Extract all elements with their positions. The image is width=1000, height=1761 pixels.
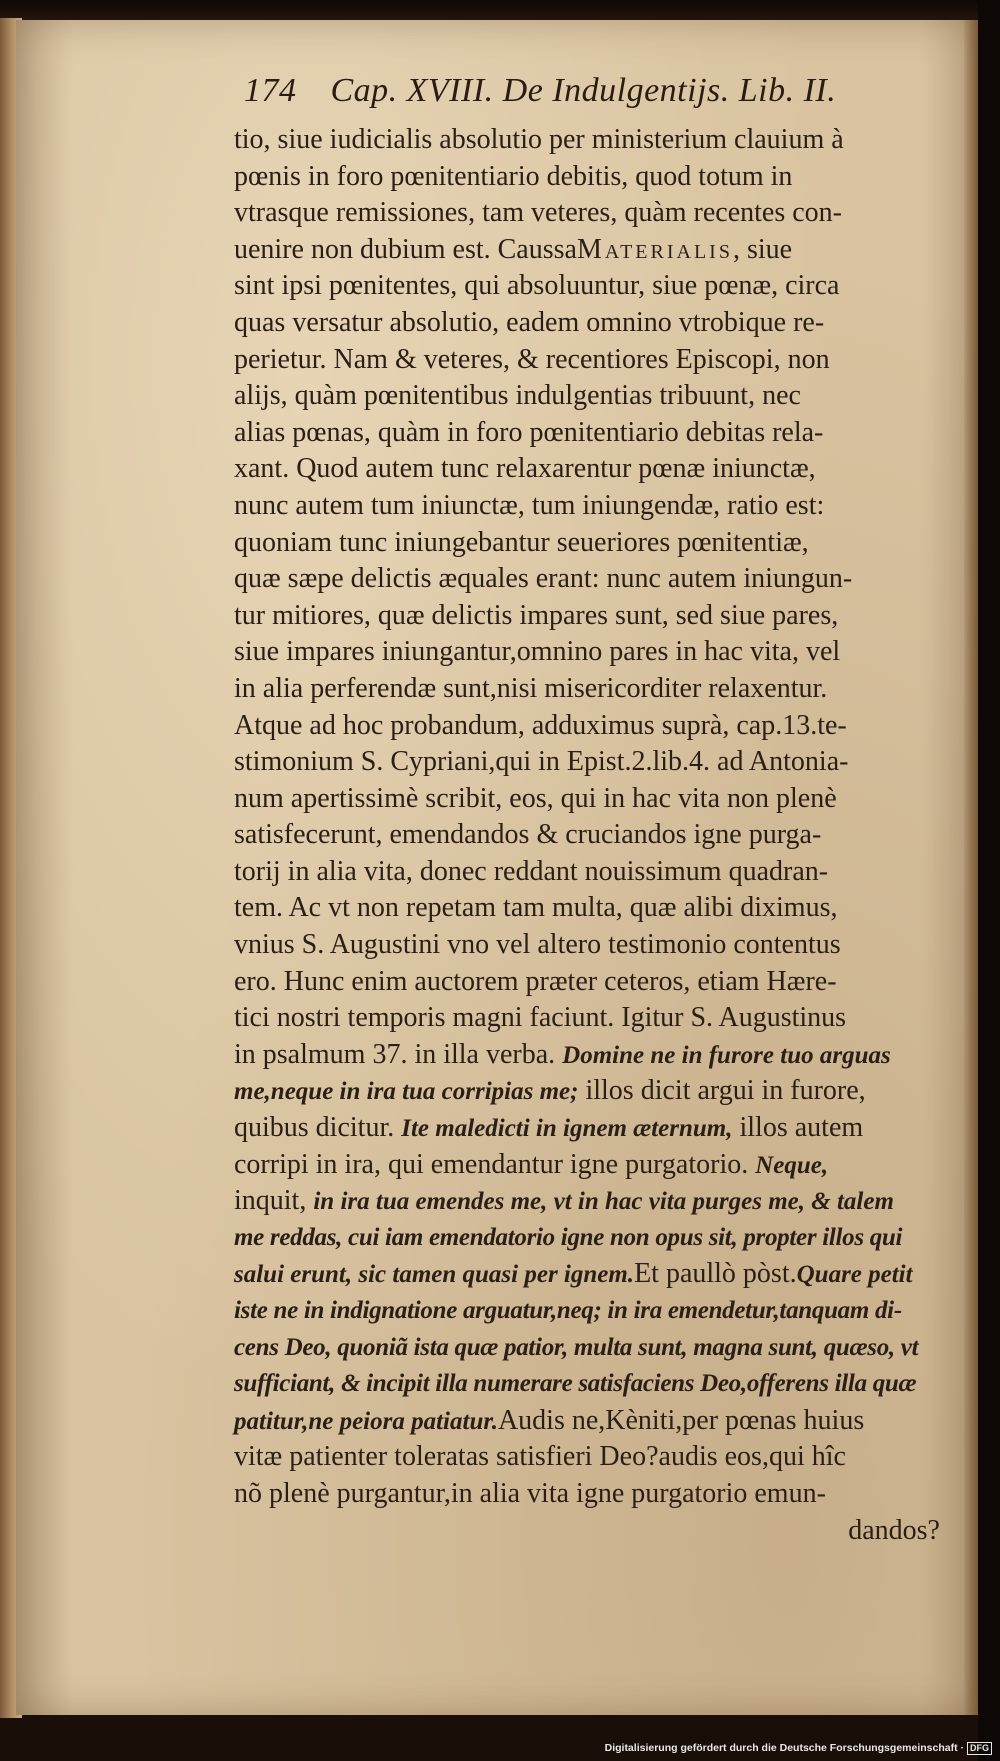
text-segment: , siue: [732, 233, 793, 265]
text-line: tici nostri temporis magni faciunt. Igitur S. Augustinus: [234, 1002, 847, 1034]
italic-line: sufficiant, & incipit illa numerare satisfaciens Deo,offerens illa quæ: [234, 1370, 917, 1398]
text-line: [234, 1403, 940, 1440]
text-line: quoniam tunc iniungebantur seueriores pœnitentiæ,: [234, 526, 809, 558]
text-line: tem. Ac vt non repetam tam multa, quæ alibi diximus,: [234, 892, 838, 924]
running-head: [244, 72, 894, 110]
text-line: pœnis in foro pœnitentiario debitis, quod totum in: [234, 160, 793, 192]
italic-quote: me,neque in ira tua corripias me;: [234, 1078, 579, 1106]
italic-line: cens Deo, quoniã ista quæ patior, multa sunt, magna sunt, quæso, vt: [234, 1333, 919, 1361]
text-line: [234, 1147, 940, 1184]
italic-quote: Neque,: [755, 1151, 829, 1179]
text-line: [234, 232, 940, 269]
text-segment: illos autem: [739, 1112, 864, 1144]
text-line: [234, 1110, 940, 1147]
text-line: tur mitiores, quæ delictis impares sunt, sed siue pares,: [234, 599, 839, 631]
italic-quote: in ira tua emendes me, vt in hac vita purges me, & talem: [313, 1188, 894, 1216]
text-line: alias pœnas, quàm in foro pœnitentiario debitas rela-: [234, 416, 824, 448]
text-line: [234, 1037, 940, 1074]
credit-text: Digitalisierung gefördert durch die Deutsche Forschungsgemeinschaft ·: [604, 1742, 964, 1754]
italic-quote: salui erunt, sic tamen quasi per ignem.: [234, 1261, 635, 1289]
text-line: sint ipsi pœnitentes, qui absoluuntur, siue pœnæ, circa: [234, 270, 840, 302]
text-line: perietur. Nam & veteres, & recentiores Episcopi, non: [234, 343, 830, 375]
text-line: tio, siue iudicialis absolutio per ministerium clauium à: [234, 124, 844, 155]
text-line: quæ sæpe delictis æquales erant: nunc autem iniungun-: [234, 563, 853, 595]
text-line: quas versatur absolutio, eadem omnino vtrobique re-: [234, 306, 825, 338]
text-line: alijs, quàm pœnitentibus indulgentias tribuunt, nec: [234, 380, 801, 412]
text-segment: illos dicit argui in furore,: [585, 1075, 866, 1107]
italic-quote: Ite maledicti in ignem æternum,: [401, 1115, 733, 1143]
text-line: num apertissimè scribit, eos, qui in hac vita non plenè: [234, 782, 837, 814]
text-line: [234, 1073, 940, 1110]
italic-quote: Quare petit: [796, 1261, 913, 1289]
text-line: nunc autem tum iniunctæ, tum iniungendæ, ratio est:: [234, 489, 825, 521]
page-edge: [964, 20, 978, 1715]
text-line: Atque ad hoc probandum, adduximus suprà, cap.13.te-: [234, 709, 847, 741]
text-line: torij in alia vita, donec reddant nouissimum quadran-: [234, 855, 829, 887]
text-line: in alia perferendæ sunt,nisi misericorditer relaxentur.: [234, 672, 828, 704]
text-line: xant. Quod autem tunc relaxarentur pœnæ iniunctæ,: [234, 453, 816, 485]
text-segment: uenire non dubium est. Caussa: [234, 233, 577, 265]
text-segment: corripi in ira, qui emendantur igne purgatorio.: [234, 1148, 749, 1180]
running-title: Cap. XVIII. De Indulgentijs. Lib. II.: [330, 72, 837, 109]
text-segment: Et paullò pòst.: [634, 1258, 797, 1290]
text-line: satisfecerunt, emendandos & cruciandos igne purga-: [234, 819, 822, 851]
italic-quote: patitur,ne peiora patiatur.: [234, 1407, 498, 1435]
text-segment: in psalmum 37. in illa verba.: [234, 1038, 556, 1070]
dfg-logo: DFG: [967, 1742, 992, 1755]
text-line: siue impares iniungantur,omnino pares in hac vita, vel: [234, 636, 841, 668]
text-segment: Audis ne,Kèniti,per pœnas huius: [497, 1404, 865, 1436]
text-segment: inquit,: [234, 1185, 307, 1217]
text-line: [234, 1183, 940, 1220]
scan-right-border: [978, 0, 1000, 1761]
text-line: vtrasque remissiones, tam veteres, quàm recentes con-: [234, 197, 843, 229]
page-number: 174: [244, 72, 297, 109]
digitization-credit: [605, 1742, 992, 1755]
text-line: ero. Hunc enim auctorem præter ceteros, etiam Hære-: [234, 965, 837, 997]
text-line: stimonium S. Cypriani,qui in Epist.2.lib.4. ad Antonia-: [234, 746, 849, 778]
small-caps-word: Materialis: [576, 233, 733, 265]
text-line: vnius S. Augustini vno vel altero testimonio contentus: [234, 929, 841, 961]
text-line: nõ plenè purgantur,in alia vita igne purgatorio emun-: [234, 1477, 826, 1509]
italic-quote: Domine ne in furore tuo arguas: [562, 1041, 891, 1069]
text-segment: quibus dicitur.: [234, 1112, 395, 1144]
body-text: [234, 122, 940, 1549]
text-line: vitæ patienter toleratas satisfieri Deo?audis eos,qui hîc: [234, 1441, 846, 1473]
italic-line: me reddas, cui iam emendatorio igne non opus sit, propter illos qui: [234, 1223, 903, 1251]
italic-line: iste ne in indignatione arguatur,neq; in ira emendetur,tanquam di-: [234, 1297, 902, 1324]
text-line: [234, 1256, 940, 1293]
text-line: dandos?: [848, 1514, 940, 1546]
